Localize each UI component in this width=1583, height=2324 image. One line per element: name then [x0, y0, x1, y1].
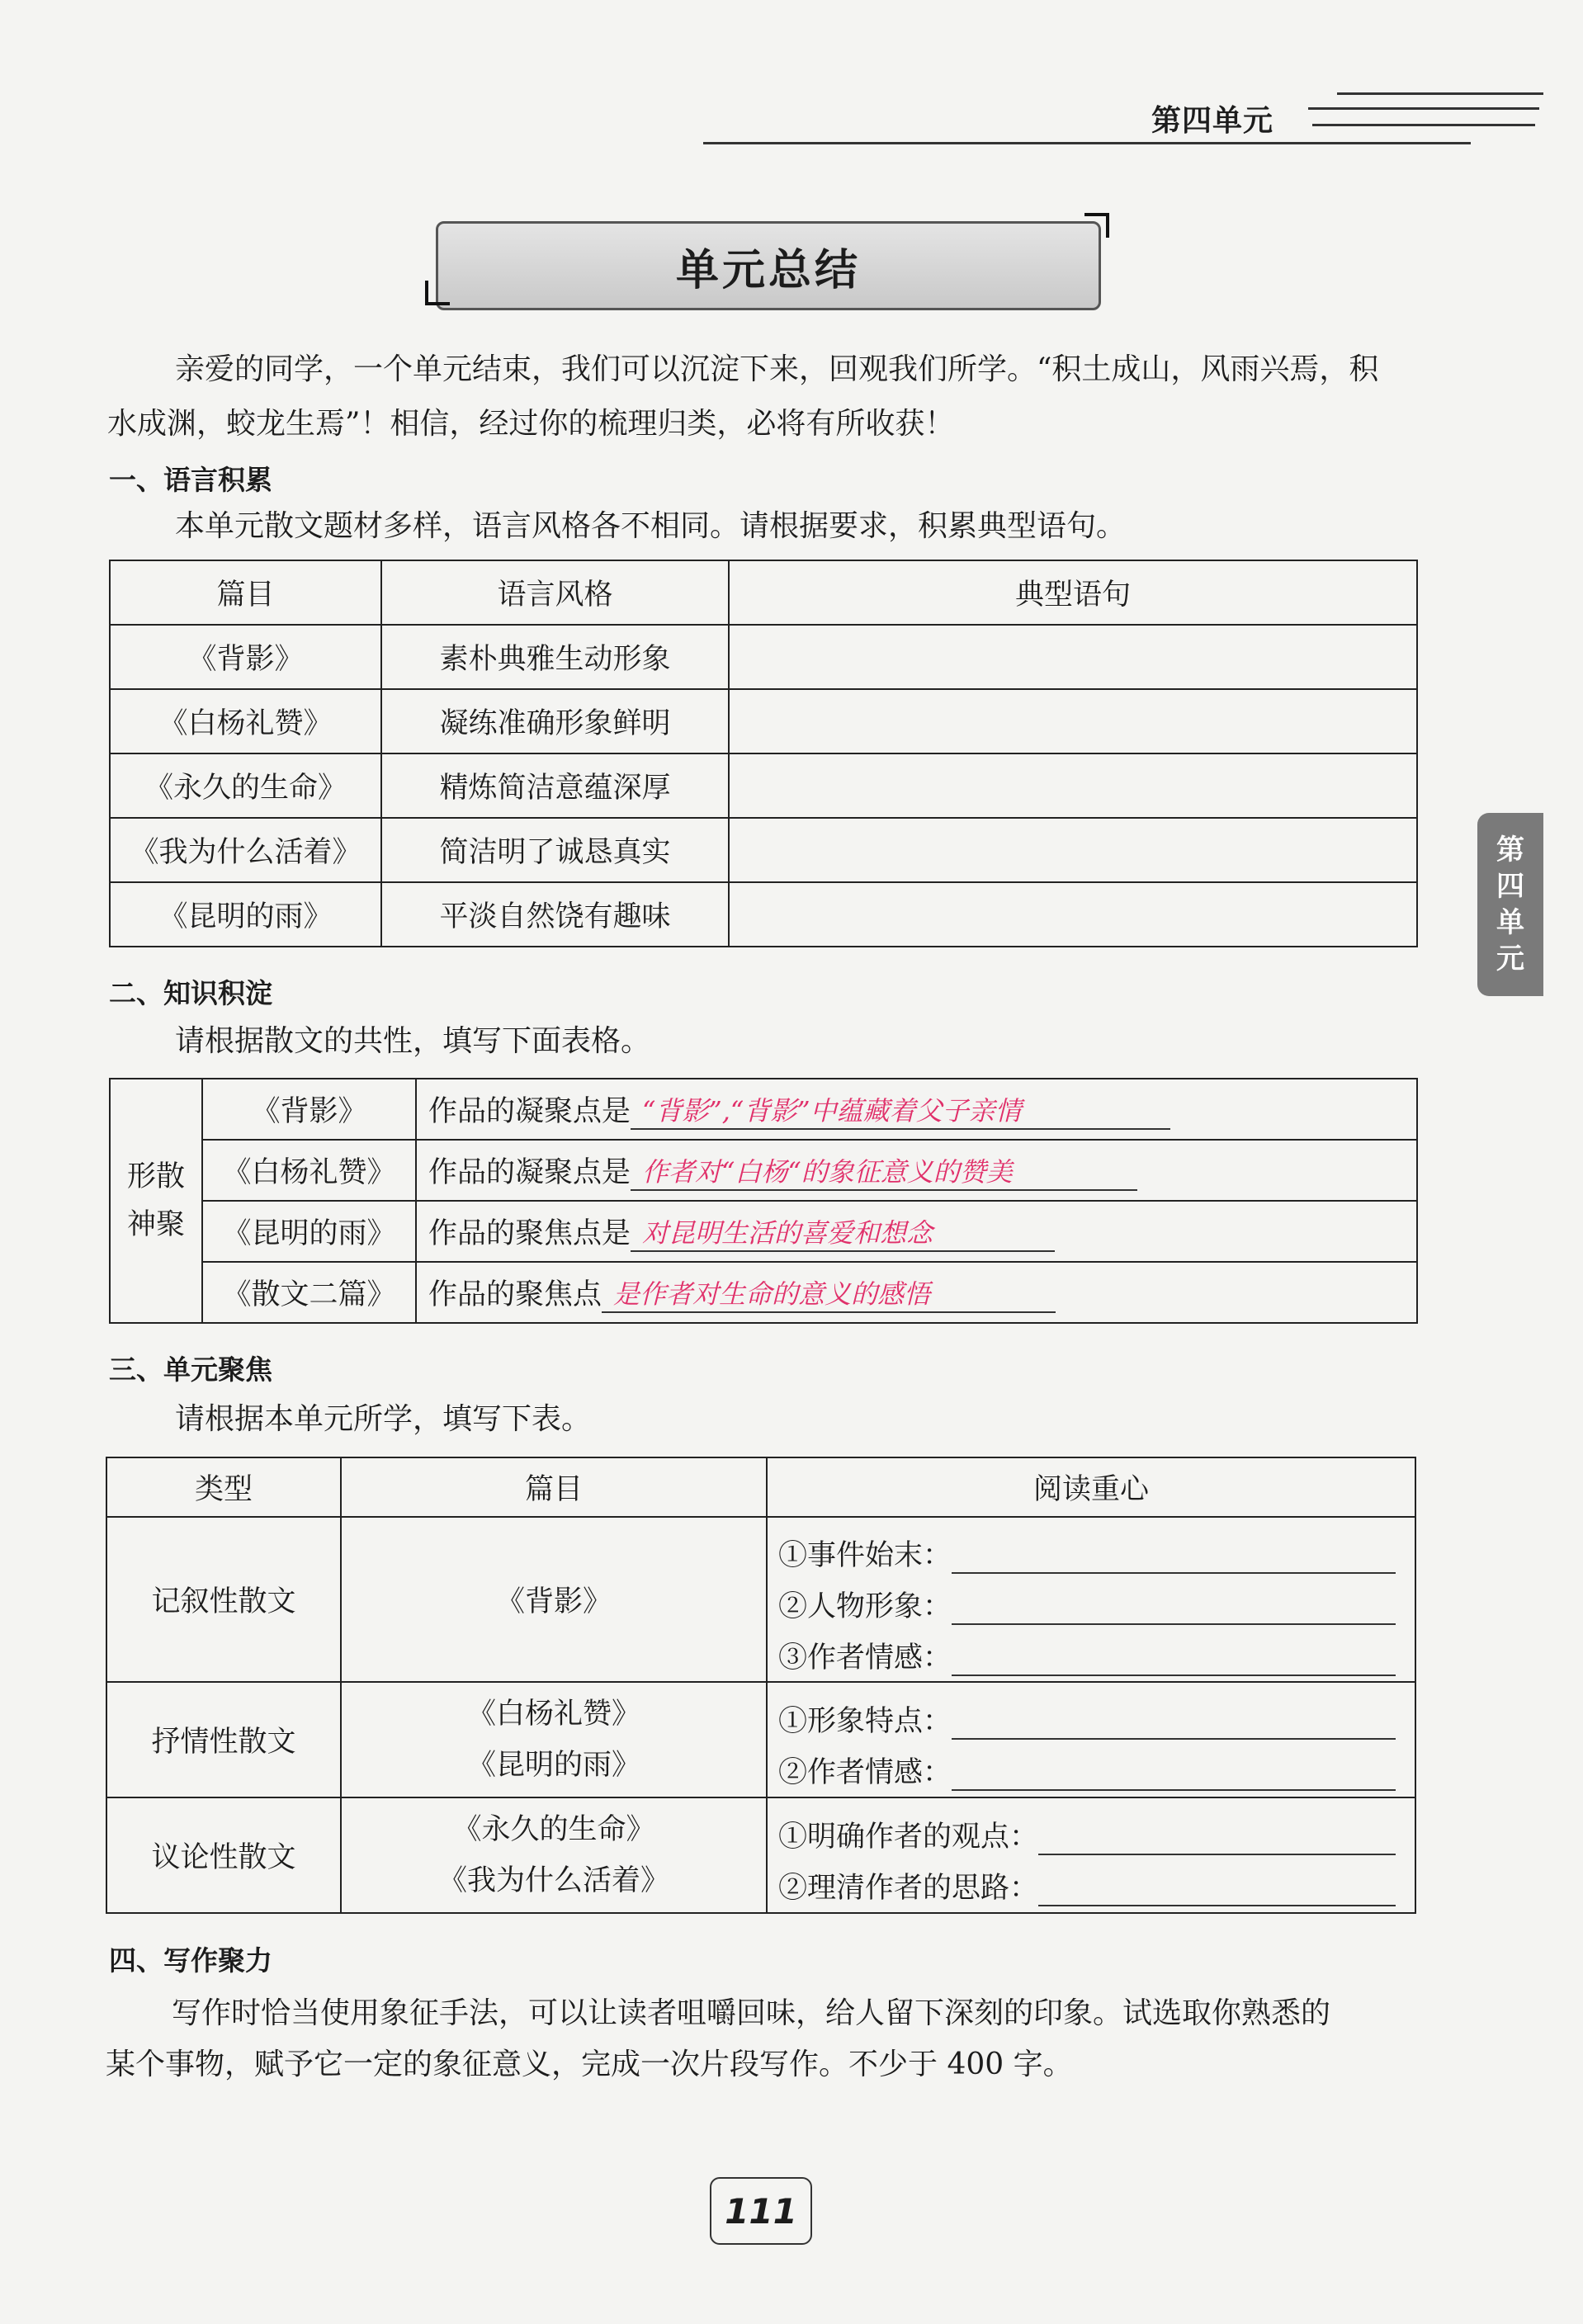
focus-line[interactable] — [768, 1804, 1414, 1855]
table-row — [110, 625, 1417, 689]
work-title: 《我为什么活着》 — [437, 1864, 669, 1897]
focus-label: ③作者情感： — [778, 1641, 952, 1675]
focus-cell — [767, 1682, 1415, 1797]
fill-line[interactable] — [952, 1756, 1396, 1791]
side-label — [110, 1079, 202, 1323]
work-title: 《昆明的雨》 — [110, 882, 381, 947]
work-title: 《昆明的雨》 — [202, 1201, 416, 1262]
answer-cell — [416, 1140, 1417, 1201]
table-row — [110, 818, 1417, 882]
work-title: 《背影》 — [202, 1079, 416, 1140]
writing-task-line: 写作时恰当使用象征手法，可以让读者咀嚼回味，给人留下深刻的印象。试选取你熟悉的 — [172, 1996, 1331, 2030]
section-heading: 一、语言积累 — [109, 464, 272, 496]
focus-line[interactable] — [768, 1625, 1414, 1676]
header-decor-line — [1308, 107, 1539, 110]
essay-type: 抒情性散文 — [106, 1682, 341, 1797]
section-description: 本单元散文题材多样，语言风格各不相同。请根据要求，积累典型语句。 — [175, 509, 1127, 543]
table-header: 类型 — [106, 1457, 341, 1517]
typical-sentence-cell[interactable] — [729, 753, 1417, 818]
answer-prompt: 作品的聚焦点 — [428, 1278, 602, 1311]
header-rule — [703, 142, 1471, 144]
focus-line[interactable] — [768, 1855, 1414, 1906]
handwritten-answer[interactable]: 作者对“白杨“的象征意义的赞美 — [631, 1151, 1137, 1191]
writing-task-line: 某个事物，赋予它一定的象征意义，完成一次片段写作。不少于 400 字。 — [106, 2048, 1073, 2081]
work-list — [341, 1517, 767, 1682]
focus-line[interactable] — [768, 1689, 1414, 1740]
typical-sentence-cell[interactable] — [729, 689, 1417, 753]
table-row — [110, 1140, 1417, 1201]
table-row — [110, 753, 1417, 818]
header-decor-line — [1337, 92, 1543, 95]
work-list — [341, 1682, 767, 1797]
language-table — [109, 560, 1418, 947]
focus-line[interactable] — [768, 1523, 1414, 1574]
typical-sentence-cell[interactable] — [729, 882, 1417, 947]
intro-line: 亲爱的同学，一个单元结束，我们可以沉淀下来，回观我们所学。“积土成山，风雨兴焉，积 — [175, 352, 1379, 386]
focus-label: ①事件始末： — [778, 1539, 952, 1572]
work-title: 《白杨礼赞》 — [202, 1140, 416, 1201]
fill-line[interactable] — [952, 1705, 1396, 1740]
work-title: 《散文二篇》 — [202, 1262, 416, 1323]
work-title: 《白杨礼赞》 — [110, 689, 381, 753]
unit-side-tab — [1477, 813, 1543, 996]
answer-cell — [416, 1262, 1417, 1323]
title-bracket-icon — [425, 281, 450, 305]
table-row — [110, 1079, 1417, 1140]
header-decor-line — [1312, 124, 1535, 126]
section-heading: 四、写作聚力 — [109, 1944, 272, 1977]
handwritten-answer[interactable]: “背影”,“背影”中蕴藏着父子亲情 — [631, 1090, 1170, 1130]
knowledge-table — [109, 1078, 1418, 1324]
typical-sentence-cell[interactable] — [729, 625, 1417, 689]
work-title: 《我为什么活着》 — [110, 818, 381, 882]
table-row — [106, 1797, 1415, 1913]
handwritten-answer[interactable]: 是作者对生命的意义的感悟 — [602, 1273, 1056, 1313]
table-header: 篇目 — [110, 560, 381, 625]
language-style: 素朴典雅生动形象 — [381, 625, 729, 689]
fill-line[interactable] — [1038, 1821, 1396, 1855]
table-header: 篇目 — [341, 1457, 767, 1517]
focus-label: ②人物形象： — [778, 1590, 952, 1623]
table-row — [110, 689, 1417, 753]
section-heading: 二、知识积淀 — [109, 977, 272, 1009]
language-style: 平淡自然饶有趣味 — [381, 882, 729, 947]
focus-label: ②作者情感： — [778, 1756, 952, 1789]
side-label-line: 形散 — [126, 1160, 185, 1193]
work-title: 《永久的生命》 — [452, 1813, 655, 1846]
language-style: 凝练准确形象鲜明 — [381, 689, 729, 753]
title-bracket-icon — [1084, 213, 1109, 238]
fill-line[interactable] — [952, 1539, 1396, 1574]
fill-line[interactable] — [1038, 1872, 1396, 1906]
focus-label: ②理清作者的思路： — [778, 1872, 1039, 1905]
page-title: 单元总结 — [436, 221, 1101, 310]
table-header: 典型语句 — [729, 560, 1417, 625]
section-description: 请根据散文的共性，填写下面表格。 — [175, 1024, 651, 1058]
work-list — [341, 1797, 767, 1913]
side-tab-char: 四 — [1496, 870, 1524, 903]
work-title: 《背影》 — [110, 625, 381, 689]
side-tab-char: 元 — [1496, 942, 1524, 975]
essay-type: 记叙性散文 — [106, 1517, 341, 1682]
focus-line[interactable] — [768, 1574, 1414, 1625]
typical-sentence-cell[interactable] — [729, 818, 1417, 882]
fill-line[interactable] — [952, 1641, 1396, 1676]
answer-prompt: 作品的凝聚点是 — [428, 1156, 631, 1189]
language-style: 精炼简洁意蕴深厚 — [381, 753, 729, 818]
focus-label: ①形象特点： — [778, 1705, 952, 1738]
table-header: 阅读重心 — [767, 1457, 1415, 1517]
side-tab-char: 第 — [1496, 834, 1524, 867]
work-title: 《昆明的雨》 — [466, 1749, 640, 1782]
answer-cell — [416, 1201, 1417, 1262]
table-row — [110, 882, 1417, 947]
side-label-line: 神聚 — [126, 1208, 185, 1241]
side-tab-char: 单 — [1496, 906, 1524, 939]
table-row — [106, 1682, 1415, 1797]
focus-cell — [767, 1797, 1415, 1913]
focus-table — [106, 1457, 1416, 1914]
section-heading: 三、单元聚焦 — [109, 1353, 272, 1386]
work-title: 《白杨礼赞》 — [466, 1698, 640, 1731]
work-title: 《永久的生命》 — [110, 753, 381, 818]
fill-line[interactable] — [952, 1590, 1396, 1625]
answer-cell — [416, 1079, 1417, 1140]
table-row — [110, 1262, 1417, 1323]
table-row — [106, 1517, 1415, 1682]
intro-line: 水成渊，蛟龙生焉”！相信，经过你的梳理归类，必将有所收获！ — [107, 407, 955, 441]
focus-line[interactable] — [768, 1740, 1414, 1791]
table-header: 语言风格 — [381, 560, 729, 625]
page-number: 111 — [710, 2177, 812, 2245]
table-row — [110, 1201, 1417, 1262]
language-style: 简洁明了诚恳真实 — [381, 818, 729, 882]
section-description: 请根据本单元所学，填写下表。 — [175, 1402, 592, 1436]
work-title: 《背影》 — [495, 1585, 612, 1618]
answer-prompt: 作品的聚焦点是 — [428, 1217, 631, 1250]
essay-type: 议论性散文 — [106, 1797, 341, 1913]
focus-label: ①明确作者的观点： — [778, 1821, 1039, 1854]
focus-cell — [767, 1517, 1415, 1682]
answer-prompt: 作品的凝聚点是 — [428, 1095, 631, 1128]
header-unit-label: 第四单元 — [1151, 104, 1274, 138]
handwritten-answer[interactable]: 对昆明生活的喜爱和想念 — [631, 1212, 1055, 1252]
